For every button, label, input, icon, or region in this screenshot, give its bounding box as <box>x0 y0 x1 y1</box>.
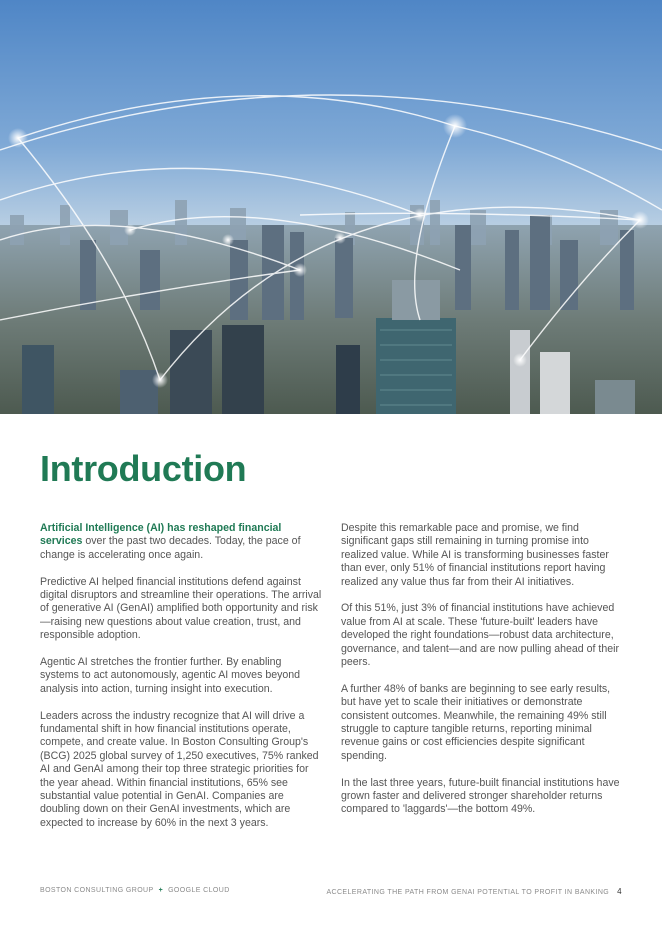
paragraph: A further 48% of banks are beginning to see early results, but have yet to scale their initiatives or demonstrate consistent outcomes. Meanwhile, the remaining 49% still struggle to capture tangible returns, reporting minimal revenue gains or cost efficiencies despite significant spending. <box>341 682 611 762</box>
paragraph: Leaders across the industry recognize that AI will drive a fundamental shift in how financial institutions operate, compete, and create value. In Boston Consulting Group's (BCG) 2025 global survey of 1,250 executives, 75% ranked AI and GenAI among their top three strategic priorities for the year ahead. Within financial institutions, 65% see substantial value potential in GenAI. Companies are doubling down on their GenAI investments, which are expected to increase by 60% in the next 3 years. <box>40 709 319 829</box>
footer-org-bcg: BOSTON CONSULTING GROUP <box>40 887 154 894</box>
hero-image <box>0 0 662 414</box>
paragraph: Predictive AI helped financial institutions defend against digital disruptors and streamline their operations. The arrival of generative AI (GenAI) amplified both opportunity and risk—raising new questions about value creation, trust, and responsible adoption. <box>40 575 322 642</box>
footer-right <box>326 887 622 896</box>
paragraph: Of this 51%, just 3% of financial institutions have achieved value from AI at scale. These 'future-built' leaders have developed the right foundations—robust data architecture, governance, and talent—and are now pulling ahead of their peers. <box>341 602 619 669</box>
paragraph: Agentic AI stretches the frontier further. By enabling systems to act autonomously, agentic AI moves beyond analysis into action, turning insight into execution. <box>40 656 301 695</box>
page-title: Introduction <box>40 448 247 489</box>
paragraph: Despite this remarkable pace and promise, we find significant gaps still remaining in turning promise into realized value. While AI is transforming businesses faster than ever, only 51% of financial institutions report having realized any value thus far from their AI initiatives. <box>341 522 609 588</box>
paragraph: In the last three years, future-built financial institutions have grown faster and delivered stronger shareholder returns compared to 'laggards'—the bottom 49%. <box>341 776 620 816</box>
footer-separator: + <box>158 887 164 894</box>
lead-paragraph <box>40 522 322 562</box>
left-column <box>40 522 322 844</box>
footer-report-title: ACCELERATING THE PATH FROM GENAI POTENTIAL TO PROFIT IN BANKING <box>326 889 610 896</box>
right-column <box>341 522 623 830</box>
city-skyline-network-photo <box>0 0 662 414</box>
page-number: 4 <box>617 887 622 896</box>
footer-left <box>40 887 230 894</box>
footer-org-google: GOOGLE CLOUD <box>168 887 230 894</box>
lead-text: over the past two decades. Today, the pace of change is accelerating once again. <box>40 535 301 561</box>
lead-bold-text: Artificial Intelligence (AI) has reshaped financial services <box>40 522 282 548</box>
